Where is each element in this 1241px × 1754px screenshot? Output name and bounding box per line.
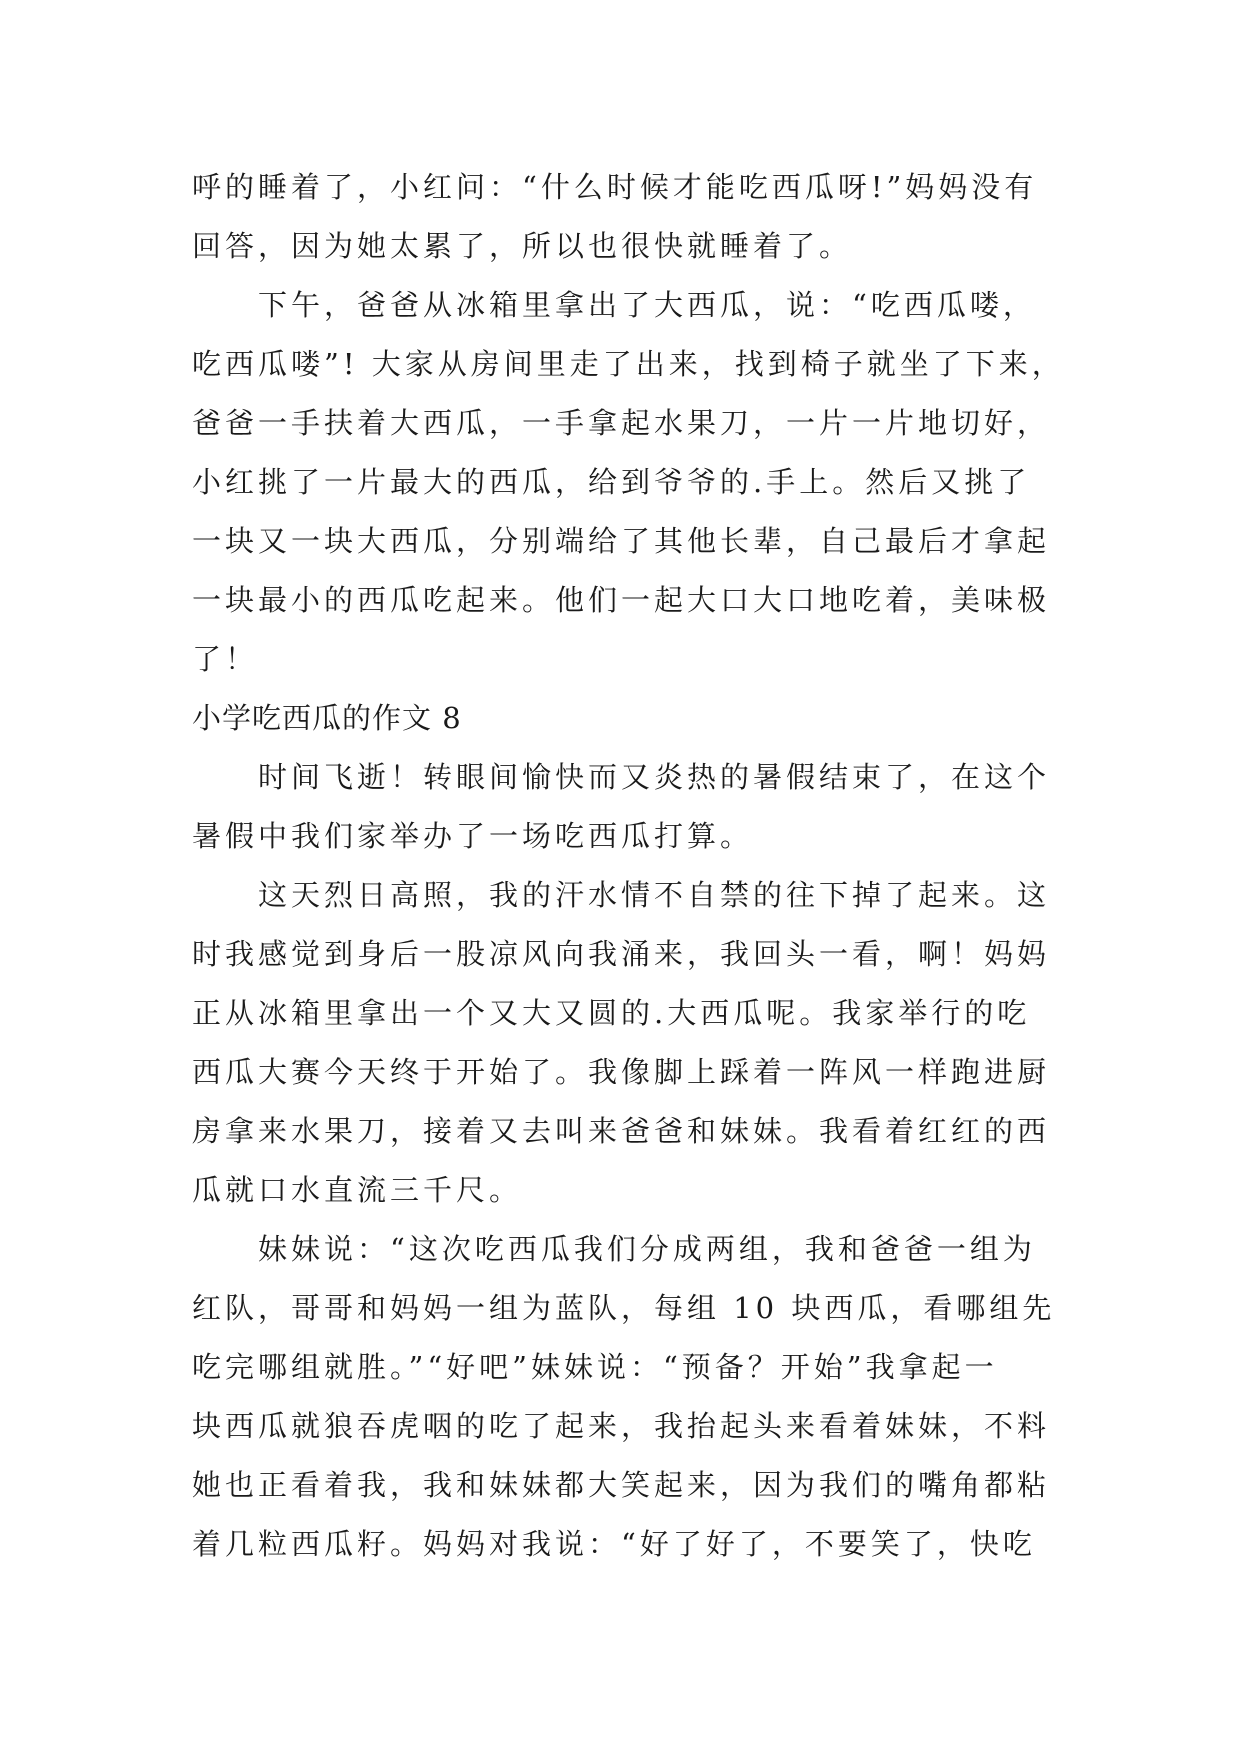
text-line: 了！ bbox=[192, 642, 259, 676]
text-line: 一块最小的西瓜吃起来。他们一起大口大口地吃着，美味极 bbox=[192, 583, 1051, 617]
text-line: 西瓜大赛今天终于开始了。我像脚上踩着一阵风一样跑进厨 bbox=[192, 1055, 1051, 1089]
document-body bbox=[192, 158, 1072, 1574]
section-heading: 小学吃西瓜的作文 8 bbox=[192, 701, 462, 735]
paragraph-start-line: 妹妹说：“这次吃西瓜我们分成两组，我和爸爸一组为 bbox=[258, 1232, 1036, 1266]
paragraph-start-line: 下午，爸爸从冰箱里拿出了大西瓜，说：“吃西瓜喽， bbox=[258, 288, 1036, 322]
text-line: 块西瓜就狼吞虎咽的吃了起来，我抬起头来看着妹妹，不料 bbox=[192, 1409, 1051, 1443]
text-line: 回答，因为她太累了，所以也很快就睡着了。 bbox=[192, 229, 853, 263]
text-line: 房拿来水果刀，接着又去叫来爸爸和妹妹。我看着红红的西 bbox=[192, 1114, 1051, 1148]
text-line: 吃西瓜喽”! 大家从房间里走了出来，找到椅子就坐了下来， bbox=[192, 347, 1065, 381]
paragraph-start-line: 时间飞逝！转眼间愉快而又炎热的暑假结束了，在这个 bbox=[258, 760, 1051, 794]
text-line: 小红挑了一片最大的西瓜，给到爷爷的.手上。然后又挑了 bbox=[192, 465, 1031, 499]
text-line: 着几粒西瓜籽。妈妈对我说：“好了好了，不要笑了，快吃 bbox=[192, 1527, 1036, 1561]
text-line: 红队，哥哥和妈妈一组为蓝队，每组 10 块西瓜，看哪组先 bbox=[192, 1291, 1056, 1325]
text-line: 瓜就口水直流三千尺。 bbox=[192, 1173, 523, 1207]
text-line: 呼的睡着了，小红问：“什么时候才能吃西瓜呀!”妈妈没有 bbox=[192, 170, 1038, 204]
text-line: 时我感觉到身后一股凉风向我涌来，我回头一看，啊！妈妈 bbox=[192, 937, 1051, 971]
text-line: 正从冰箱里拿出一个又大又圆的.大西瓜呢。我家举行的吃 bbox=[192, 996, 1031, 1030]
paragraph-start-line: 这天烈日高照，我的汗水情不自禁的往下掉了起来。这 bbox=[258, 878, 1051, 912]
text-line: 她也正看着我，我和妹妹都大笑起来，因为我们的嘴角都粘 bbox=[192, 1468, 1051, 1502]
text-line: 暑假中我们家举办了一场吃西瓜打算。 bbox=[192, 819, 754, 853]
text-line: 一块又一块大西瓜，分别端给了其他长辈，自己最后才拿起 bbox=[192, 524, 1051, 558]
text-line: 爸爸一手扶着大西瓜，一手拿起水果刀，一片一片地切好， bbox=[192, 406, 1051, 440]
text-line: 吃完哪组就胜。”“好吧”妹妹说：“预备？开始”我拿起一 bbox=[192, 1350, 998, 1384]
